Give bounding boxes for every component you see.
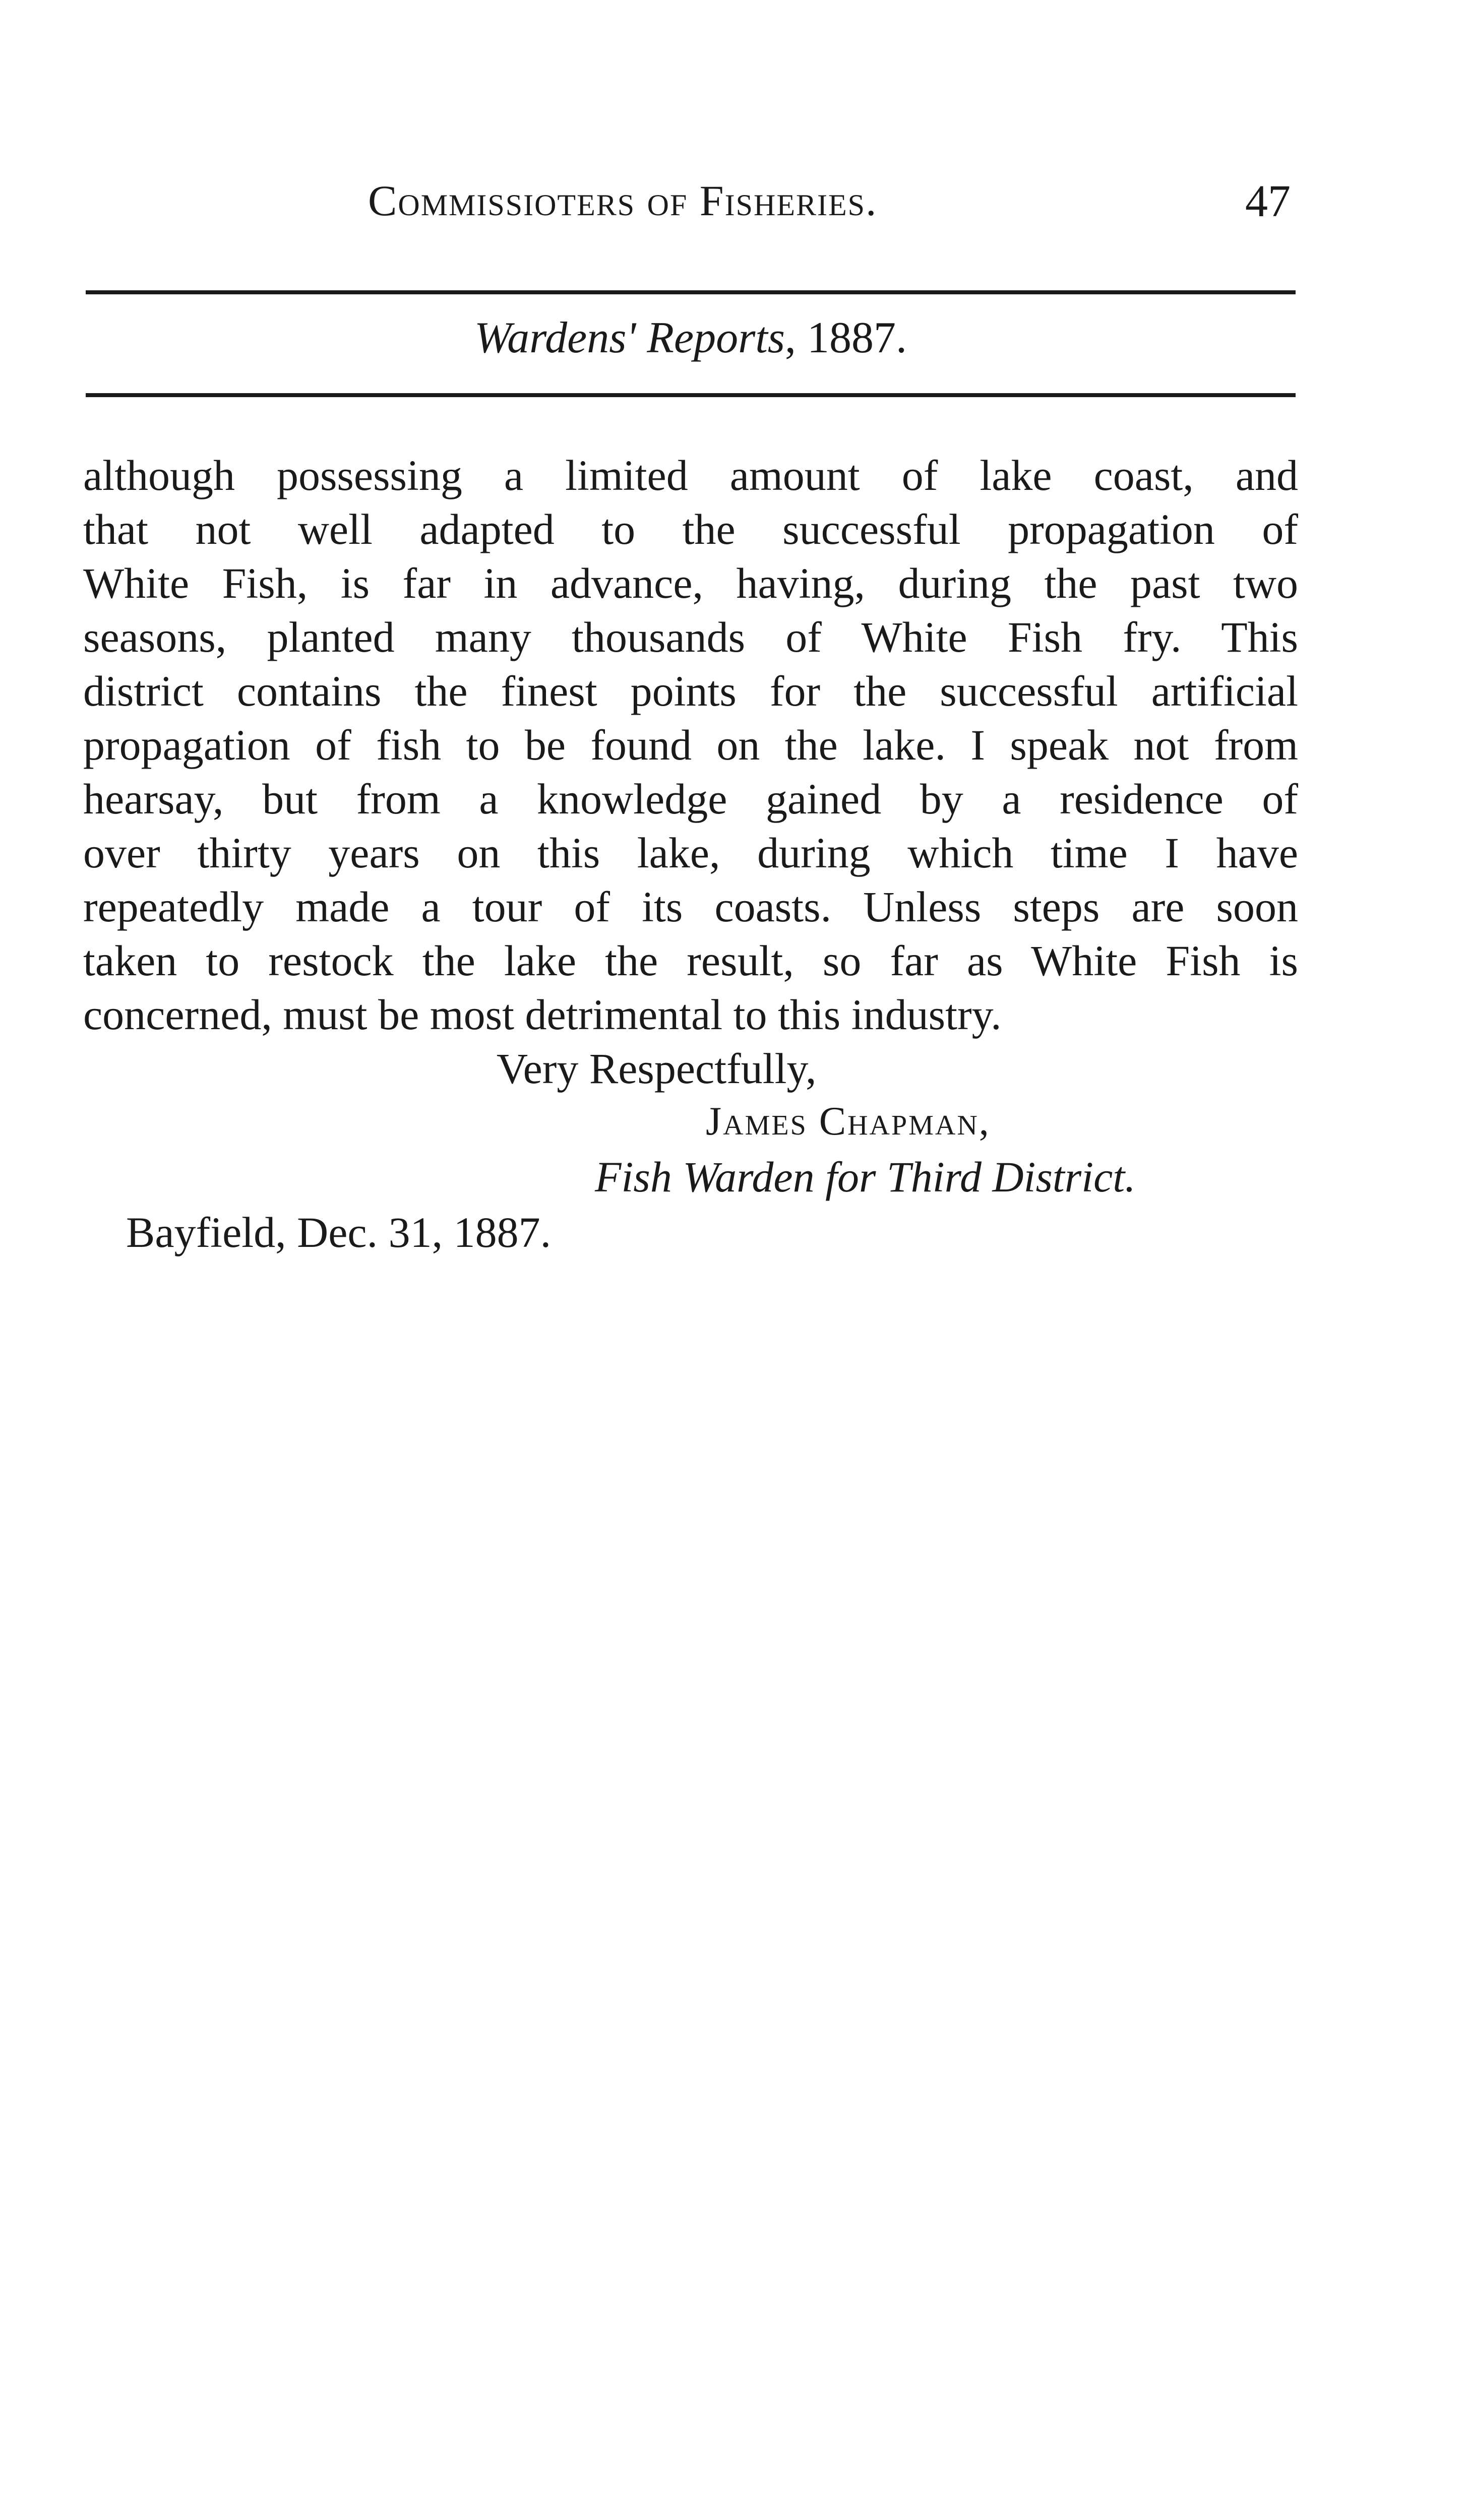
body-line: district contains the finest points for the successful artificial — [83, 667, 1298, 715]
closing-salutation: Very Respectfully, — [497, 1044, 817, 1093]
body-line: propagation of fish to be found on the lake. I speak not from — [83, 721, 1298, 769]
running-head — [86, 175, 1296, 231]
signature-title: Fish Warden for Third District. — [595, 1153, 1136, 1201]
page-number: 47 — [1245, 176, 1291, 226]
running-title: Commissioters of Fisheries. — [368, 176, 878, 225]
dateline: Bayfield, Dec. 31, 1887. — [126, 1208, 552, 1256]
top-rule — [86, 290, 1296, 294]
body-line: hearsay, but from a knowledge gained by a residence of — [83, 775, 1298, 823]
body-line: White Fish, is far in advance, having, during the past two — [83, 559, 1298, 607]
body-line: taken to restock the lake the result, so far as White Fish is — [83, 936, 1298, 985]
section-year: , 1887. — [785, 313, 907, 362]
body-line: repeatedly made a tour of its coasts. Unless steps are soon — [83, 883, 1298, 931]
body-line: over thirty years on this lake, during which time I have — [83, 829, 1298, 877]
body-line: seasons, planted many thousands of White Fish fry. This — [83, 613, 1298, 661]
body-line: that not well adapted to the successful propagation of — [83, 505, 1298, 553]
signature-name: James Chapman, — [706, 1099, 991, 1144]
bottom-rule — [86, 393, 1296, 397]
section-title: Wardens' Reports — [474, 313, 785, 362]
section-heading — [86, 312, 1296, 363]
body-line: concerned, must be most detrimental to this industry. — [83, 990, 1002, 1039]
body-paragraph — [83, 449, 1298, 1042]
body-line: although possessing a limited amount of lake coast, and — [83, 451, 1298, 499]
